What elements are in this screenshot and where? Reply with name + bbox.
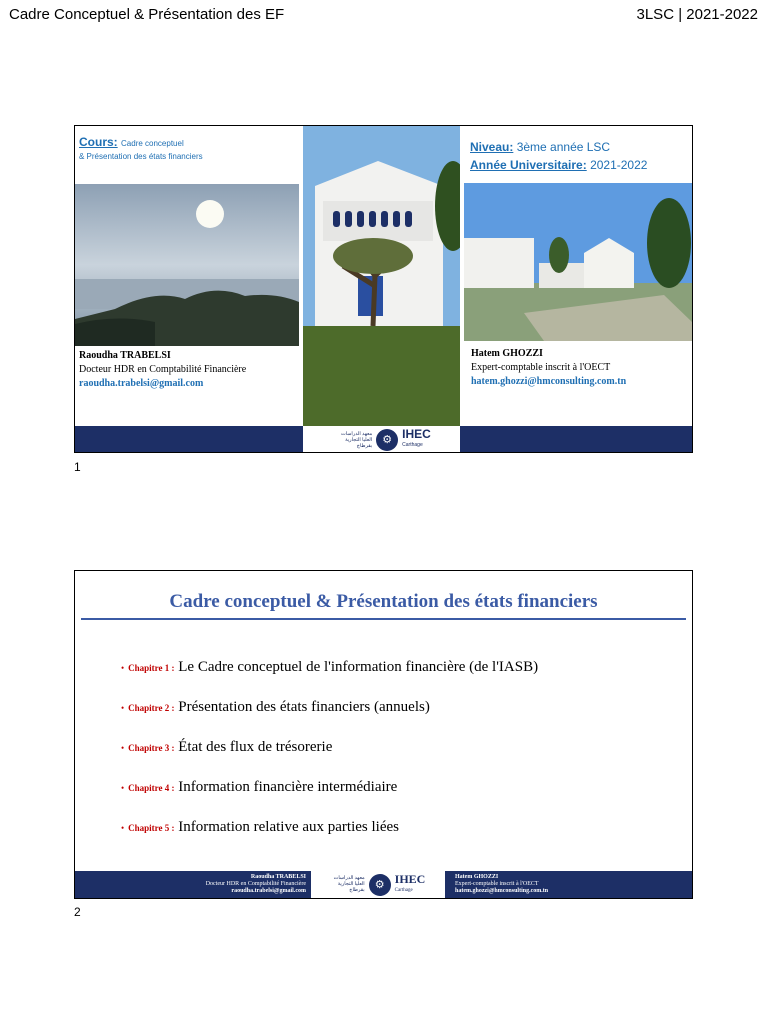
ihec-logo	[305, 426, 458, 453]
page-header-course: 3LSC | 2021-2022	[636, 6, 758, 23]
chapter-text: État des flux de trésorerie	[178, 739, 333, 755]
chapter-text: Information financière intermédiaire	[178, 779, 398, 795]
footer-left-name: Raoudha TRABELSI	[250, 874, 306, 880]
niveau-label: Niveau:	[470, 140, 514, 154]
page-header-title: Cadre Conceptuel & Présentation des EF	[9, 6, 285, 23]
bullet-icon: •	[121, 823, 125, 833]
bullet-icon: •	[121, 663, 125, 673]
sea-photo	[75, 184, 299, 346]
slide-2	[74, 570, 693, 899]
chapter-label: Chapitre 1 :	[128, 663, 175, 673]
chapter-label: Chapitre 4 :	[128, 783, 175, 793]
footer-right-person	[455, 874, 548, 895]
footer-left-person	[206, 874, 306, 895]
slide2-footer-band	[75, 871, 692, 899]
footer-right-name: Hatem GHOZZI	[455, 874, 499, 880]
left-person-title: Docteur HDR en Comptabilité Financière	[79, 364, 247, 375]
chapter-label: Chapitre 5 :	[128, 823, 175, 833]
chapter-item	[121, 659, 538, 676]
logo-sub: Carthage	[394, 888, 413, 893]
slide2-title: Cadre conceptuel & Présentation des états financiers	[169, 591, 598, 612]
chapter-label: Chapitre 2 :	[128, 703, 175, 713]
chapter-item	[121, 739, 332, 756]
building-photo	[303, 126, 460, 426]
right-person	[471, 347, 626, 389]
slide1-right-column	[460, 126, 693, 426]
slide-1	[74, 125, 693, 453]
right-person-title: Expert-comptable inscrit à l'OECT	[471, 362, 611, 373]
slide1-left-column	[75, 126, 303, 426]
footer-left-title: Docteur HDR en Comptabilité Financière	[205, 881, 306, 887]
slide1-footer-band-left	[75, 426, 303, 453]
footer-right-email[interactable]: hatem.ghozzi@hmconsulting.com.tn	[455, 888, 549, 894]
right-person-name: Hatem GHOZZI	[471, 348, 543, 359]
cours-line2: & Présentation des états financiers	[79, 152, 203, 161]
chapter-label: Chapitre 3 :	[128, 743, 175, 753]
slide-number-1: 1	[74, 460, 81, 474]
niveau-value: 3ème année LSC	[516, 140, 611, 154]
chapter-item	[121, 819, 399, 836]
logo-sub: Carthage	[402, 441, 423, 448]
footer-left-email[interactable]: raoudha.trabelsi@gmail.com	[231, 888, 306, 894]
chapter-item	[121, 699, 430, 716]
bullet-icon: •	[121, 743, 125, 753]
logo-arabic: معهد الدراسات العليا التجارية بقرطاج	[340, 430, 373, 449]
slide-number-2: 2	[74, 905, 81, 919]
campus-photo	[464, 183, 693, 341]
right-person-email[interactable]: hatem.ghozzi@hmconsulting.com.tn	[471, 376, 627, 387]
emblem-icon: ⚙	[369, 874, 391, 896]
annee-label: Année Universitaire:	[470, 158, 587, 172]
slide1-middle-column	[303, 126, 460, 453]
logo-name: IHEC	[402, 426, 431, 441]
cours-value: Cadre conceptuel	[121, 139, 184, 148]
annee-value: 2021-2022	[590, 158, 648, 172]
cours-line	[79, 135, 184, 149]
footer-right-title: Expert-comptable inscrit à l'OECT	[455, 881, 539, 887]
left-person	[79, 349, 246, 391]
slide1-footer-band-right	[460, 426, 693, 453]
bullet-icon: •	[121, 783, 125, 793]
bullet-icon: •	[121, 703, 125, 713]
logo-name: IHEC	[394, 872, 426, 886]
logo-arabic: معهد الدراسات العليا التجارية بقرطاج	[333, 876, 365, 893]
left-person-name: Raoudha TRABELSI	[79, 350, 171, 361]
emblem-icon: ⚙	[376, 429, 398, 451]
cours-label: Cours:	[79, 135, 118, 149]
ihec-logo	[311, 871, 445, 899]
chapter-text: Le Cadre conceptuel de l'information financière (de l'IASB)	[178, 659, 539, 675]
chapter-text: Présentation des états financiers (annuels)	[178, 699, 430, 715]
niveau-block	[470, 138, 647, 174]
chapter-item	[121, 779, 397, 796]
chapter-text: Information relative aux parties liées	[178, 819, 399, 835]
title-underline	[81, 618, 686, 620]
left-person-email[interactable]: raoudha.trabelsi@gmail.com	[79, 378, 204, 389]
